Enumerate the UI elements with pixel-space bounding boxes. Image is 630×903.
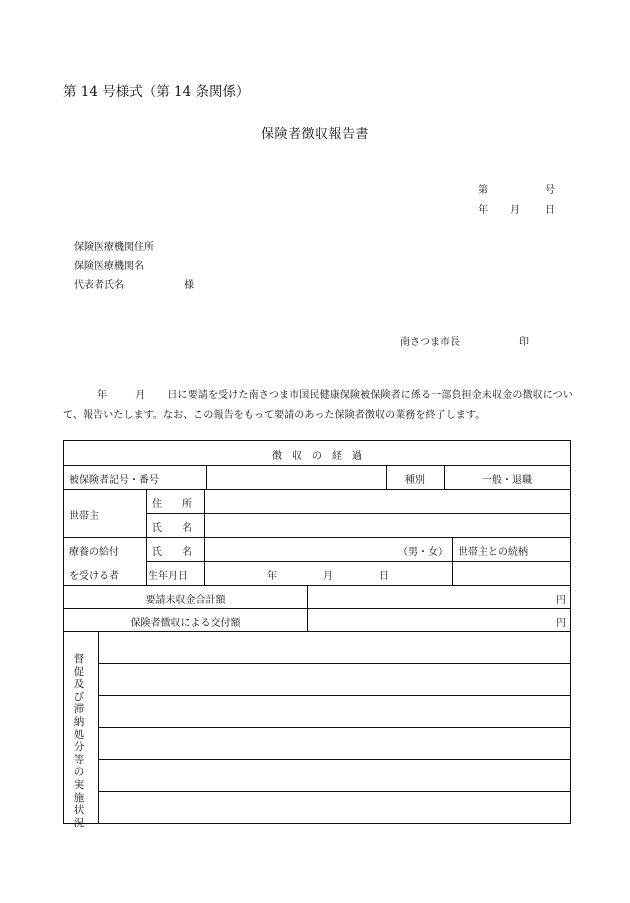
birth-day: 日 bbox=[379, 571, 389, 582]
representative-label: 代表者氏名 bbox=[74, 280, 124, 291]
body-text: 日に要請を受けた南さつま市国民健康保険被保険者に係る一部負担金未収金の徴収について、報告いたします。なお、この報告をもって要請のあった保険者徴収の業務を終了します。 bbox=[63, 390, 573, 421]
birth-year: 年 bbox=[267, 571, 277, 582]
honorific: 様 bbox=[184, 280, 194, 291]
form-number: 第 14 号様式（第 14 条関係） bbox=[63, 84, 250, 100]
recipient-label-line1: 療養の給付 bbox=[69, 547, 119, 558]
collected-amount-label: 保険者徴収による交付額 bbox=[130, 618, 241, 629]
total-unpaid-unit: 円 bbox=[556, 595, 566, 606]
document-title: 保険者徴収報告書 bbox=[260, 127, 369, 142]
household-address-label: 住 所 bbox=[152, 499, 192, 510]
insured-number-label: 被保険者記号・番号 bbox=[69, 475, 159, 486]
number-prefix: 第 bbox=[478, 185, 488, 196]
gender-field: （男・女） bbox=[398, 547, 448, 558]
recipient-label-line2: を受ける者 bbox=[69, 571, 119, 582]
report-body bbox=[63, 386, 573, 425]
date-day: 日 bbox=[545, 205, 555, 216]
birthdate-label: 生年月日 bbox=[148, 571, 188, 582]
collection-report-table bbox=[63, 440, 571, 829]
birth-month: 月 bbox=[323, 571, 333, 582]
body-year: 年 bbox=[97, 390, 108, 401]
type-label: 種別 bbox=[405, 475, 425, 486]
date-year: 年 bbox=[478, 205, 488, 216]
collected-amount-unit: 円 bbox=[556, 618, 566, 629]
institution-address-label: 保険医療機関住所 bbox=[74, 242, 154, 253]
number-suffix: 号 bbox=[545, 185, 555, 196]
date-month: 月 bbox=[510, 205, 520, 216]
total-unpaid-label: 要請未収金合計額 bbox=[145, 595, 226, 606]
relationship-label: 世帯主との続柄 bbox=[458, 547, 528, 558]
recipient-name-label: 氏 名 bbox=[152, 547, 192, 558]
collection-status-label: 督促及び滞納処分等の実施状況 bbox=[73, 653, 85, 829]
seal-mark: 印 bbox=[519, 337, 529, 348]
body-month: 月 bbox=[135, 390, 146, 401]
institution-name-label: 保険医療機関名 bbox=[74, 261, 144, 272]
section-header: 徴 収 の 経 過 bbox=[272, 451, 362, 462]
type-value: 一般・退職 bbox=[482, 475, 532, 486]
household-name-label: 氏 名 bbox=[152, 523, 192, 534]
mayor-title: 南さつま市長 bbox=[400, 337, 460, 348]
household-head-label: 世帯主 bbox=[69, 511, 99, 522]
